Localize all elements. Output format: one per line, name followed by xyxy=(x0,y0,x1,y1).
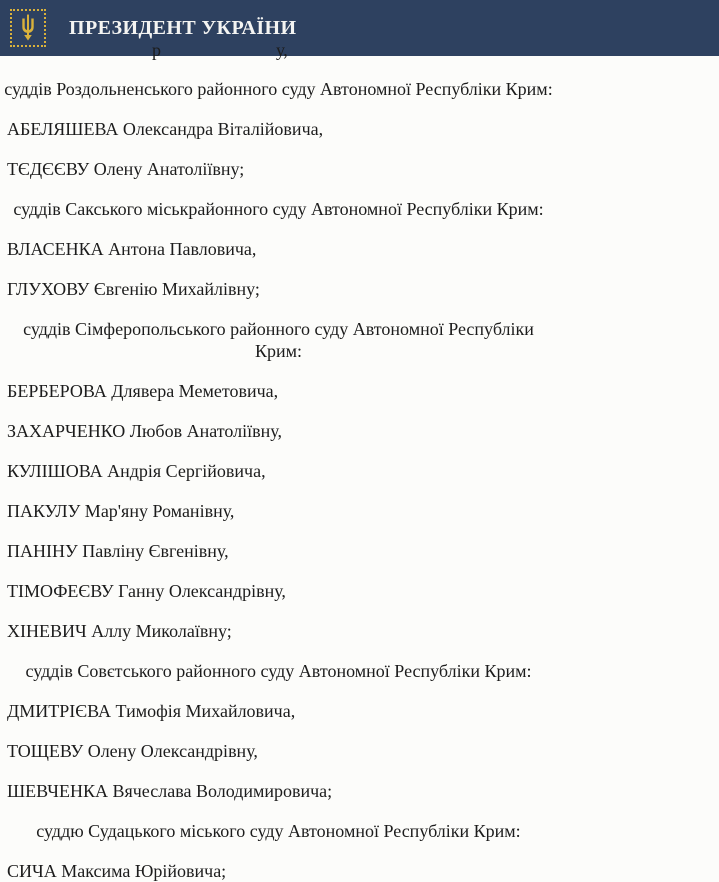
judge-name: ГЛУХОВУ Євгенію Михайлівну; xyxy=(7,279,260,299)
judge-name: ВЛАСЕНКА Антона Павловича, xyxy=(7,239,257,259)
site-header[interactable] xyxy=(0,0,719,56)
clipped-text-fragment: у, xyxy=(276,40,288,60)
judge-name: ПАКУЛУ Мар'яну Романівну, xyxy=(7,501,235,521)
decree-text xyxy=(0,40,557,882)
court-heading: суддів Роздольненського районного суду Автономної Республіки Крим: xyxy=(4,79,553,99)
page-title: ПРЕЗИДЕНТ УКРАЇНИ xyxy=(69,16,297,39)
judge-name: ТЄДЄЄВУ Олену Анатоліївну; xyxy=(7,159,245,179)
court-heading: суддю Судацького міського суду Автономної Республіки Крим: xyxy=(36,821,521,841)
judge-name: ХІНЕВИЧ Аллу Миколаївну; xyxy=(7,621,232,641)
judge-name: СИЧА Максима Юрійовича; xyxy=(7,861,227,881)
document-sections xyxy=(0,78,557,882)
judge-name: ЗАХАРЧЕНКО Любов Анатоліївну, xyxy=(7,421,282,441)
judge-name: АБЕЛЯШЕВА Олександра Віталійовича, xyxy=(7,119,324,139)
judge-name: ТОЩЕВУ Олену Олександрівну, xyxy=(7,741,258,761)
judge-name: ШЕВЧЕНКА Вячеслава Володимировича; xyxy=(7,781,333,801)
judge-name: БЕРБЕРОВА Длявера Меметовича, xyxy=(7,381,279,401)
tryzub-icon xyxy=(17,14,39,42)
judge-name: ДМИТРІЄВА Тимофія Михайловича, xyxy=(7,701,296,721)
court-heading: суддів Сакського міськрайонного суду Автономної Республіки Крим: xyxy=(13,199,544,219)
judge-name: ПАНІНУ Павліну Євгенівну, xyxy=(7,541,229,561)
clipped-text-fragment: р xyxy=(152,40,161,60)
coat-of-arms-frame xyxy=(10,9,46,47)
judge-name: КУЛІШОВА Андрія Сергійовича, xyxy=(7,461,266,481)
court-heading: суддів Совєтського районного суду Автономної Республіки Крим: xyxy=(25,661,532,681)
clipped-previous-line xyxy=(0,40,557,62)
court-heading: суддів Сімферопольського районного суду Автономної Республіки Крим: xyxy=(23,319,534,361)
judge-name: ТІМОФЕЄВУ Ганну Олександрівну, xyxy=(7,581,286,601)
